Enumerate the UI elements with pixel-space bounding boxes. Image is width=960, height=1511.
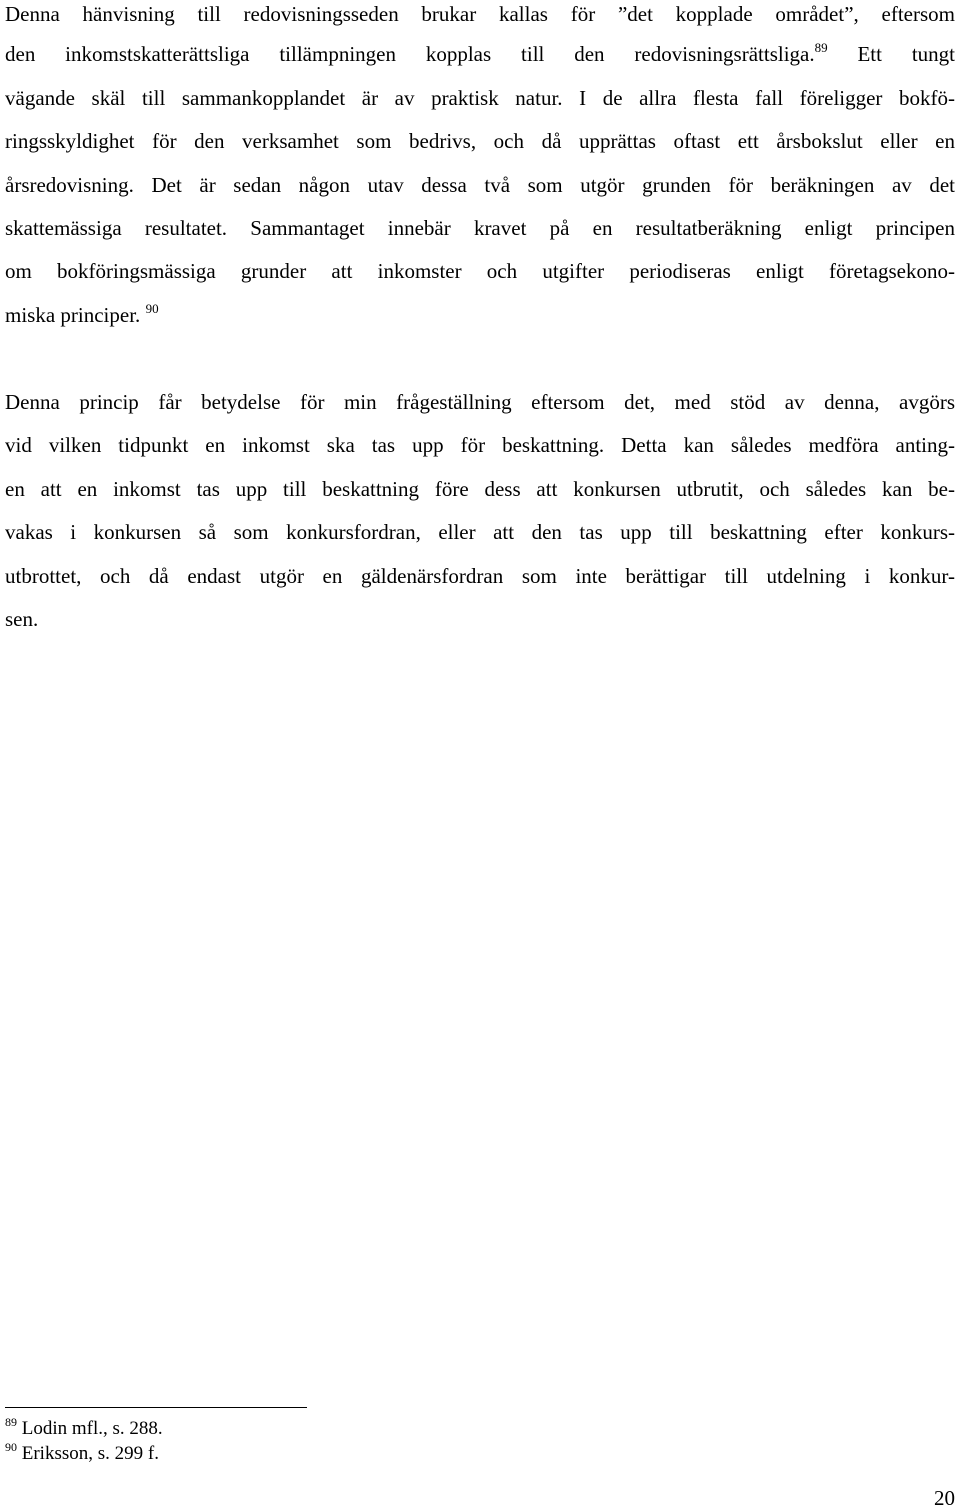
footnote-text: Eriksson, s. 299 f. bbox=[21, 1443, 159, 1464]
text-run: Denna hänvisning till redovisningsseden brukar kallas för ”det kopplade området”, eftersom bbox=[5, 2, 955, 26]
page-number: 20 bbox=[934, 1486, 955, 1510]
text-run: ringsskyldighet för den verksamhet som bedrivs, och då upprättas oftast ett årsbokslut eller en bbox=[5, 129, 955, 153]
text-run: skattemässiga resultatet. Sammantaget innebär kravet på en resultatberäkning enligt principen bbox=[5, 216, 955, 240]
paragraph-2-line-6 bbox=[5, 606, 955, 632]
paragraph-2-line-1 bbox=[5, 389, 955, 415]
text-run: Ett tungt bbox=[857, 42, 956, 66]
paragraph-2-line-4 bbox=[5, 519, 955, 545]
text-run: utbrottet, och då endast utgör en gäldenärsfordran som inte berättigar till utdelning i konkur- bbox=[5, 564, 955, 588]
text-run: vid vilken tidpunkt en inkomst ska tas upp för beskattning. Detta kan således medföra anting- bbox=[5, 433, 955, 457]
footnote-separator bbox=[5, 1407, 307, 1408]
footnote-text: Lodin mfl., s. 288. bbox=[21, 1418, 163, 1439]
text-run: en att en inkomst tas upp till beskattning före dess att konkursen utbrutit, och således kan be- bbox=[5, 477, 955, 501]
footnote-ref-90[interactable]: 90 bbox=[145, 301, 159, 316]
paragraph-1-line-4 bbox=[5, 128, 955, 154]
text-run: Denna princip får betydelse för min frågeställning eftersom det, med stöd av denna, avgörs bbox=[5, 390, 955, 414]
text-run: vakas i konkursen så som konkursfordran, eller att den tas upp till beskattning efter konkurs- bbox=[5, 520, 955, 544]
text-run: miska principer. bbox=[5, 303, 141, 327]
text-run: om bokföringsmässiga grunder att inkomster och utgifter periodiseras enligt företagsekono- bbox=[5, 259, 955, 283]
paragraph-2-line-3 bbox=[5, 476, 955, 502]
paragraph-1-line-2 bbox=[5, 41, 955, 67]
text-run: den inkomstskatterättsliga tillämpningen kopplas till den redovisningsrättsliga. bbox=[5, 42, 815, 66]
paragraph-1-line-8 bbox=[5, 302, 955, 328]
paragraph-2-line-5 bbox=[5, 563, 955, 589]
footnote-number: 89 bbox=[5, 1415, 17, 1429]
paragraph-1-line-1 bbox=[5, 1, 955, 27]
text-run: sen. bbox=[5, 607, 39, 631]
paragraph-1-line-5 bbox=[5, 172, 955, 198]
paragraph-1-line-3 bbox=[5, 85, 955, 111]
paragraph-2-line-2 bbox=[5, 432, 955, 458]
footnote-89 bbox=[5, 1415, 605, 1440]
text-run: årsredovisning. Det är sedan någon utav dessa två som utgör grunden för beräkningen av det bbox=[5, 173, 955, 197]
paragraph-1-line-6 bbox=[5, 215, 955, 241]
footnote-ref-89[interactable]: 89 bbox=[814, 40, 828, 55]
footnote-90 bbox=[5, 1440, 605, 1465]
footnote-number: 90 bbox=[5, 1440, 17, 1454]
text-run: vägande skäl till sammankopplandet är av praktisk natur. I de allra flesta fall föreligger bokfö- bbox=[5, 86, 955, 110]
paragraph-1-line-7 bbox=[5, 258, 955, 284]
